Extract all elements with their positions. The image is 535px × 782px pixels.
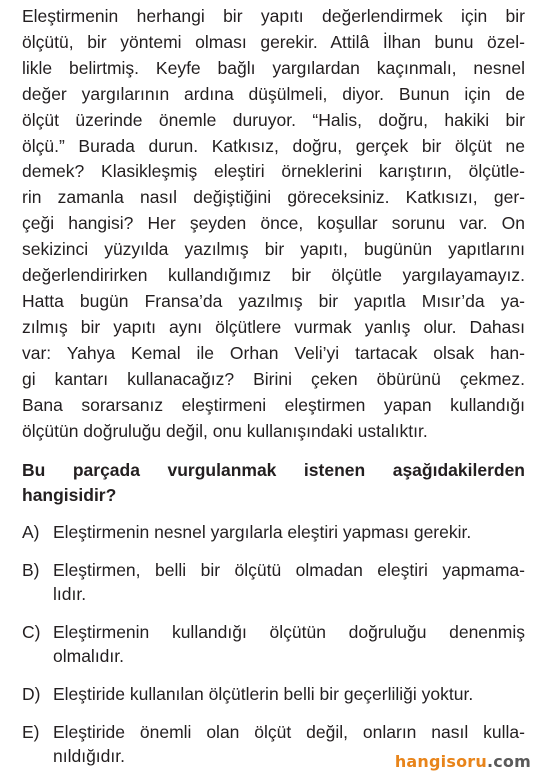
passage-line: değer yargılarının ardına düşülmeli, diyor. Bunun için de xyxy=(22,83,525,104)
option-letter: E) xyxy=(22,722,40,742)
option-d[interactable] xyxy=(22,682,525,706)
option-line: Eleştiride kullanılan ölçütlerin belli bir geçerliliği yoktur. xyxy=(53,684,474,704)
passage-line: var: Yahya Kemal ile Orhan Veli’yi tartacak olsak han- xyxy=(22,342,525,363)
option-line: Eleştirmenin nesnel yargılarla eleştiri yapması gerekir. xyxy=(53,522,472,542)
passage-line: Hatta bugün Fransa’da yazılmış bir yapıtla Mısır’da ya- xyxy=(22,290,525,311)
option-text xyxy=(53,520,525,544)
passage-line: Bana sorarsanız eleştirmeni eleştirmen yapan kullandığı xyxy=(22,394,525,415)
question-line: hangisidir? xyxy=(22,485,117,505)
option-c[interactable] xyxy=(22,620,525,668)
answer-options xyxy=(22,520,525,782)
option-a[interactable] xyxy=(22,520,525,544)
passage-line: ölçütü, bir yöntemi olması gerekir. Attilâ İlhan bunu özel- xyxy=(22,31,525,52)
watermark-tld: .com xyxy=(486,752,531,771)
question-line: Bu parçada vurgulanmak istenen aşağıdakilerden xyxy=(22,460,525,480)
option-text xyxy=(53,682,525,706)
option-line: Eleştirmenin kullandığı ölçütün doğruluğu denenmiş xyxy=(53,622,525,642)
watermark-brand: hangisoru xyxy=(394,752,487,771)
passage-line: sekizinci yüzyılda yazılmış bir yapıtı, bugünün yapıtlarını xyxy=(22,239,525,260)
option-letter: A) xyxy=(22,522,40,542)
option-line: nıldığıdır. xyxy=(53,746,125,766)
passage-line: likle belirtmiş. Keyfe bağlı yargılardan kaçınmalı, nesnel xyxy=(22,57,525,78)
passage-line: rin zamanla nasıl değiştiğini göreceksiniz. Katkısızı, ger- xyxy=(22,187,525,208)
option-line: Eleştiride önemli olan ölçüt değil, onların nasıl kulla- xyxy=(53,722,525,742)
passage-line: ölçü.” Burada durun. Katkısız, doğru, gerçek bir ölçüt ne xyxy=(22,135,525,156)
site-watermark xyxy=(395,752,531,771)
option-text xyxy=(53,620,525,668)
option-b[interactable] xyxy=(22,558,525,606)
option-letter: C) xyxy=(22,622,41,642)
option-line: Eleştirmen, belli bir ölçütü olmadan eleştiri yapmama- xyxy=(53,560,525,580)
option-line: lıdır. xyxy=(53,584,87,604)
passage-line: zılmış bir yapıtı aynı ölçütlere vurmak yanlış olur. Dahası xyxy=(22,316,525,337)
reading-passage xyxy=(22,4,525,444)
passage-line: Eleştirmenin herhangi bir yapıtı değerlendirmek için bir xyxy=(22,6,525,26)
option-line: olmalıdır. xyxy=(53,646,124,666)
passage-line: gi kantarı kullanacağız? Birini çeken öbürünü çekmez. xyxy=(22,368,525,389)
passage-line: değerlendirirken kullandığımız bir ölçütle yargılayamayız. xyxy=(22,265,525,286)
option-letter: B) xyxy=(22,560,40,580)
passage-line: ölçüt üzerinde önemle duruyor. “Halis, doğru, hakiki bir xyxy=(22,109,525,130)
passage-line: demek? Klasikleşmiş eleştiri örneklerini karıştırın, ölçütle- xyxy=(22,161,525,182)
option-text xyxy=(53,558,525,606)
passage-line: çeği hangisi? Her şeyden önce, koşullar sorunu var. On xyxy=(22,213,525,234)
passage-line: ölçütün doğruluğu değil, onu kullanışındaki ustalıktır. xyxy=(22,420,428,441)
question-stem xyxy=(22,458,525,508)
option-letter: D) xyxy=(22,684,41,704)
